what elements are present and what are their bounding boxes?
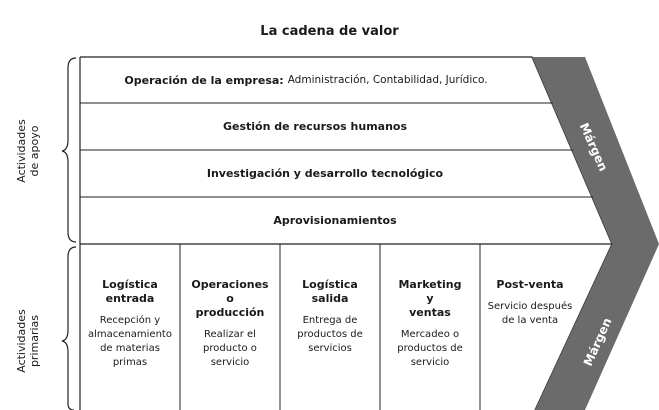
col-head: Post-venta: [496, 278, 564, 291]
margin-label-top: Márgen: [576, 120, 611, 174]
row-bold-text: Aprovisionamientos: [273, 214, 397, 227]
primary-col-marketing-sales: [380, 244, 480, 410]
col-head: Logística entrada: [102, 278, 158, 305]
support-activities-label: Actividades de apoyo: [15, 119, 41, 183]
col-body: Entrega de productos de servicios: [297, 315, 363, 354]
primary-col-operations: [180, 244, 280, 410]
col-head: Operaciones o producción: [191, 278, 269, 319]
col-body: Recepción y almacenamiento de materias primas: [88, 315, 172, 368]
diagram-title: La cadena de valor: [260, 24, 399, 39]
row-bold-text: Gestión de recursos humanos: [222, 120, 408, 133]
support-row-rd: [80, 150, 570, 197]
primary-col-outbound-logistics: [280, 244, 380, 410]
row-bold-text: Investigación y desarrollo tecnológico: [206, 167, 444, 180]
support-row-procurement: [80, 197, 590, 244]
col-head: Marketing y ventas: [398, 278, 462, 319]
col-body: Realizar el producto o servicio: [203, 329, 257, 368]
primary-activities-label: Actividades primarias: [15, 309, 41, 373]
support-brace: [62, 58, 76, 242]
col-head: Logística salida: [302, 278, 358, 305]
col-body: Mercadeo o productos de servicio: [397, 329, 463, 368]
primary-col-after-sales: [480, 244, 580, 410]
primary-brace: [62, 247, 76, 410]
primary-col-inbound-logistics: [80, 244, 180, 410]
support-row-operations: [80, 57, 532, 103]
row-light-text: Administración, Contabilidad, Jurídico.: [287, 74, 488, 86]
row-bold-text: Operación de la empresa:: [124, 73, 284, 87]
col-body: Servicio después de la venta: [487, 301, 573, 326]
margin-label-bottom: Márgen: [580, 315, 615, 369]
support-row-hr: [80, 103, 550, 150]
